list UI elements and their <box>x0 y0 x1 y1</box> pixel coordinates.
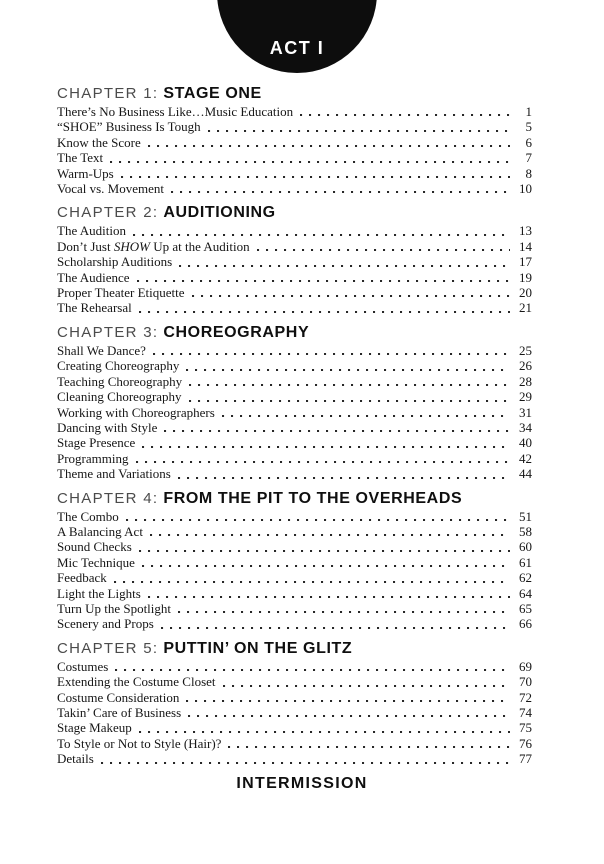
entry-title <box>57 736 221 751</box>
chapter-prefix: CHAPTER 2: <box>57 204 159 222</box>
chapter-title: FROM THE PIT TO THE OVERHEADS <box>163 489 463 507</box>
dot-leader <box>184 690 510 705</box>
entry-title-segment: Programming <box>57 450 129 466</box>
entry-title-segment: Warm-Ups <box>57 165 114 181</box>
entry-page: 25 <box>519 342 532 358</box>
entry-page: 5 <box>525 119 532 135</box>
toc-entry <box>57 420 532 435</box>
entry-title <box>57 285 185 300</box>
toc-entry <box>57 374 532 389</box>
chapter-entries <box>57 509 532 632</box>
entry-title <box>57 705 181 720</box>
entry-title <box>57 451 129 466</box>
toc-entry <box>57 435 532 450</box>
entry-title <box>57 586 141 601</box>
toc-entry <box>57 223 532 238</box>
entry-page: 40 <box>519 435 532 451</box>
dot-leader <box>140 435 510 450</box>
entry-page: 72 <box>519 689 532 705</box>
entry-title <box>57 358 179 373</box>
entry-page: 17 <box>519 254 532 270</box>
chapter-heading <box>57 203 532 222</box>
toc-entry <box>57 509 532 524</box>
entry-page: 66 <box>519 616 532 632</box>
toc-entry <box>57 659 532 674</box>
entry-page: 14 <box>519 238 532 254</box>
entry-page: 61 <box>519 554 532 570</box>
chapter-section <box>57 84 532 196</box>
act-badge-label: ACT I <box>269 38 325 58</box>
entry-title-segment: Up at the Audition <box>149 238 250 254</box>
entry-title <box>57 420 157 435</box>
chapter-heading <box>57 323 532 342</box>
entry-title <box>57 119 201 134</box>
entry-title-segment: Takin’ Care of Business <box>57 705 182 720</box>
entry-page: 75 <box>519 720 532 736</box>
toc-entry <box>57 239 532 254</box>
toc-entry <box>57 674 532 689</box>
entry-title <box>57 239 250 254</box>
dot-leader <box>151 343 510 358</box>
entry-page: 21 <box>519 300 532 316</box>
toc-entry <box>57 150 532 165</box>
toc-entry <box>57 616 532 631</box>
dot-leader <box>184 358 510 373</box>
entry-title <box>57 166 114 181</box>
entry-title-segment: Mic Technique <box>57 554 135 570</box>
entry-title <box>57 135 141 150</box>
entry-title <box>57 270 130 285</box>
entry-title-segment: Know the Score <box>57 134 141 150</box>
dot-leader <box>187 389 510 404</box>
entry-title <box>57 690 179 705</box>
entry-page: 19 <box>519 269 532 285</box>
entry-title <box>57 555 135 570</box>
entry-title <box>57 300 132 315</box>
entry-title-segment: Costumes <box>57 658 109 674</box>
toc-entry <box>57 270 532 285</box>
dot-leader <box>159 616 510 631</box>
toc-entry <box>57 736 532 751</box>
dot-leader <box>176 601 510 616</box>
dot-leader <box>169 181 510 196</box>
chapter-heading <box>57 84 532 103</box>
entry-title-segment: A Balancing Act <box>57 523 143 539</box>
toc-entry <box>57 539 532 554</box>
entry-page: 8 <box>525 165 532 181</box>
entry-page: 60 <box>519 539 532 555</box>
entry-page: 44 <box>519 466 532 482</box>
toc-entry <box>57 166 532 181</box>
entry-title-segment: The Text <box>57 150 104 166</box>
chapter-title: PUTTIN’ ON THE GLITZ <box>163 639 353 657</box>
entry-page: 26 <box>519 358 532 374</box>
entry-title <box>57 616 154 631</box>
entry-page: 58 <box>519 523 532 539</box>
entry-title-segment: Don’t Just <box>57 238 114 254</box>
entry-page: 65 <box>519 600 532 616</box>
entry-page: 7 <box>525 150 532 166</box>
chapter-section <box>57 323 532 482</box>
toc-entry <box>57 358 532 373</box>
toc-entry <box>57 343 532 358</box>
entry-title-segment: Proper Theater Etiquette <box>57 285 185 301</box>
entry-title-segment: Details <box>57 751 94 767</box>
dot-leader <box>124 509 510 524</box>
entry-title <box>57 435 135 450</box>
entry-title <box>57 104 293 119</box>
entry-page: 10 <box>519 181 532 197</box>
entry-page: 1 <box>525 104 532 119</box>
dot-leader <box>220 405 510 420</box>
entry-title-segment: Turn Up the Spotlight <box>57 600 172 616</box>
entry-title-segment: Scholarship Auditions <box>57 254 173 270</box>
entry-page: 69 <box>519 658 532 674</box>
entry-title <box>57 254 172 269</box>
entry-page: 62 <box>519 570 532 586</box>
dot-leader <box>140 555 510 570</box>
entry-title-segment: The Audience <box>57 269 130 285</box>
entry-page: 64 <box>519 585 532 601</box>
entry-title-segment: Sound Checks <box>57 539 132 555</box>
toc-entry <box>57 389 532 404</box>
dot-leader <box>148 524 510 539</box>
toc-entry <box>57 119 532 134</box>
dot-leader <box>255 239 510 254</box>
toc-entry <box>57 466 532 481</box>
entry-title-segment: Feedback <box>57 570 107 586</box>
dot-leader <box>162 420 510 435</box>
chapter-prefix: CHAPTER 3: <box>57 323 159 341</box>
chapter-section <box>57 203 532 315</box>
toc-entry <box>57 555 532 570</box>
entry-title <box>57 659 108 674</box>
dot-leader <box>298 104 510 119</box>
toc-entry <box>57 720 532 735</box>
entry-title <box>57 466 171 481</box>
dot-leader <box>176 466 510 481</box>
dot-leader <box>119 166 510 181</box>
toc-entry <box>57 690 532 705</box>
entry-page: 29 <box>519 389 532 405</box>
dot-leader <box>146 135 510 150</box>
dot-leader <box>187 374 510 389</box>
entry-title <box>57 570 107 585</box>
act-badge <box>217 0 377 73</box>
entry-title-segment: There’s No Business Like…Music Education <box>57 104 294 119</box>
toc-entry <box>57 751 532 766</box>
chapter-title: STAGE ONE <box>163 85 262 102</box>
entry-title-segment: Light the Lights <box>57 585 141 601</box>
entry-title-segment: Extending the Costume Closet <box>57 674 216 690</box>
entry-page: 77 <box>519 751 532 767</box>
entry-page: 28 <box>519 373 532 389</box>
dot-leader <box>190 285 510 300</box>
dot-leader <box>186 705 510 720</box>
chapter-heading <box>57 489 532 508</box>
intermission-label: INTERMISSION <box>236 775 368 792</box>
entry-title <box>57 674 216 689</box>
toc-entry <box>57 405 532 420</box>
entry-page: 42 <box>519 450 532 466</box>
entry-title-segment: Stage Presence <box>57 435 136 451</box>
entry-title-segment: The Rehearsal <box>57 300 132 316</box>
entry-page: 70 <box>519 674 532 690</box>
toc-entry <box>57 570 532 585</box>
dot-leader <box>137 300 510 315</box>
entry-title-segment: Costume Consideration <box>57 689 180 705</box>
chapter-entries <box>57 223 532 315</box>
entry-title-segment: Theme and Variations <box>57 466 171 482</box>
dot-leader <box>112 570 510 585</box>
entry-title-segment: Vocal vs. Movement <box>57 181 164 197</box>
entry-title-segment: “SHOE” Business Is Tough <box>57 119 201 135</box>
entry-title <box>57 405 215 420</box>
dot-leader <box>135 270 510 285</box>
toc-entry <box>57 300 532 315</box>
entry-title-segment: Cleaning Choreography <box>57 389 182 405</box>
toc-entry <box>57 524 532 539</box>
chapter-title: CHOREOGRAPHY <box>163 323 310 341</box>
entry-page: 6 <box>525 134 532 150</box>
entry-title-segment: Shall We Dance? <box>57 342 146 358</box>
dot-leader <box>99 751 510 766</box>
chapter-entries <box>57 343 532 482</box>
toc-entry <box>57 705 532 720</box>
toc-entry <box>57 104 532 119</box>
dot-leader <box>177 254 510 269</box>
toc-entry <box>57 451 532 466</box>
entry-title-segment: Stage Makeup <box>57 720 132 736</box>
entry-title-segment: Teaching Choreography <box>57 373 183 389</box>
dot-leader <box>137 720 510 735</box>
chapter-prefix: CHAPTER 5: <box>57 639 159 657</box>
entry-title <box>57 150 103 165</box>
dot-leader <box>206 119 510 134</box>
entry-title-segment: Creating Choreography <box>57 358 180 374</box>
entry-title <box>57 720 132 735</box>
entry-page: 74 <box>519 705 532 720</box>
entry-title-segment: Scenery and Props <box>57 616 154 632</box>
toc <box>57 84 532 774</box>
entry-title <box>57 389 182 404</box>
entry-title <box>57 343 146 358</box>
dot-leader <box>131 223 510 238</box>
dot-leader <box>226 736 510 751</box>
toc-entry <box>57 601 532 616</box>
dot-leader <box>137 539 510 554</box>
entry-title-segment: Dancing with Style <box>57 419 158 435</box>
chapter-section <box>57 489 532 632</box>
chapter-prefix: CHAPTER 1: <box>57 85 159 102</box>
entry-title <box>57 509 119 524</box>
entry-page: 13 <box>519 223 532 239</box>
entry-title-segment: SHOW <box>113 238 150 254</box>
entry-title-segment: The Audition <box>57 223 126 239</box>
entry-page: 34 <box>519 419 532 435</box>
entry-page: 31 <box>519 404 532 420</box>
entry-title <box>57 181 164 196</box>
entry-page: 51 <box>519 508 532 524</box>
dot-leader <box>108 150 510 165</box>
toc-entry <box>57 135 532 150</box>
toc-entry <box>57 285 532 300</box>
entry-title <box>57 601 171 616</box>
entry-title-segment: The Combo <box>57 508 119 524</box>
chapter-entries <box>57 659 532 767</box>
entry-title-segment: Working with Choreographers <box>57 404 215 420</box>
entry-page: 20 <box>519 285 532 301</box>
chapter-section <box>57 639 532 767</box>
toc-entry <box>57 586 532 601</box>
entry-title-segment: To Style or Not to Style (Hair)? <box>57 735 222 751</box>
chapter-title: AUDITIONING <box>163 204 276 222</box>
entry-title <box>57 539 132 554</box>
entry-title <box>57 374 182 389</box>
entry-title <box>57 524 143 539</box>
chapter-heading <box>57 639 532 658</box>
entry-page: 76 <box>519 735 532 751</box>
toc-entry <box>57 181 532 196</box>
dot-leader <box>134 451 511 466</box>
dot-leader <box>146 586 510 601</box>
chapter-prefix: CHAPTER 4: <box>57 489 159 507</box>
dot-leader <box>113 659 510 674</box>
chapter-entries <box>57 104 532 196</box>
entry-title <box>57 223 126 238</box>
toc-entry <box>57 254 532 269</box>
entry-title <box>57 751 94 766</box>
dot-leader <box>221 674 510 689</box>
